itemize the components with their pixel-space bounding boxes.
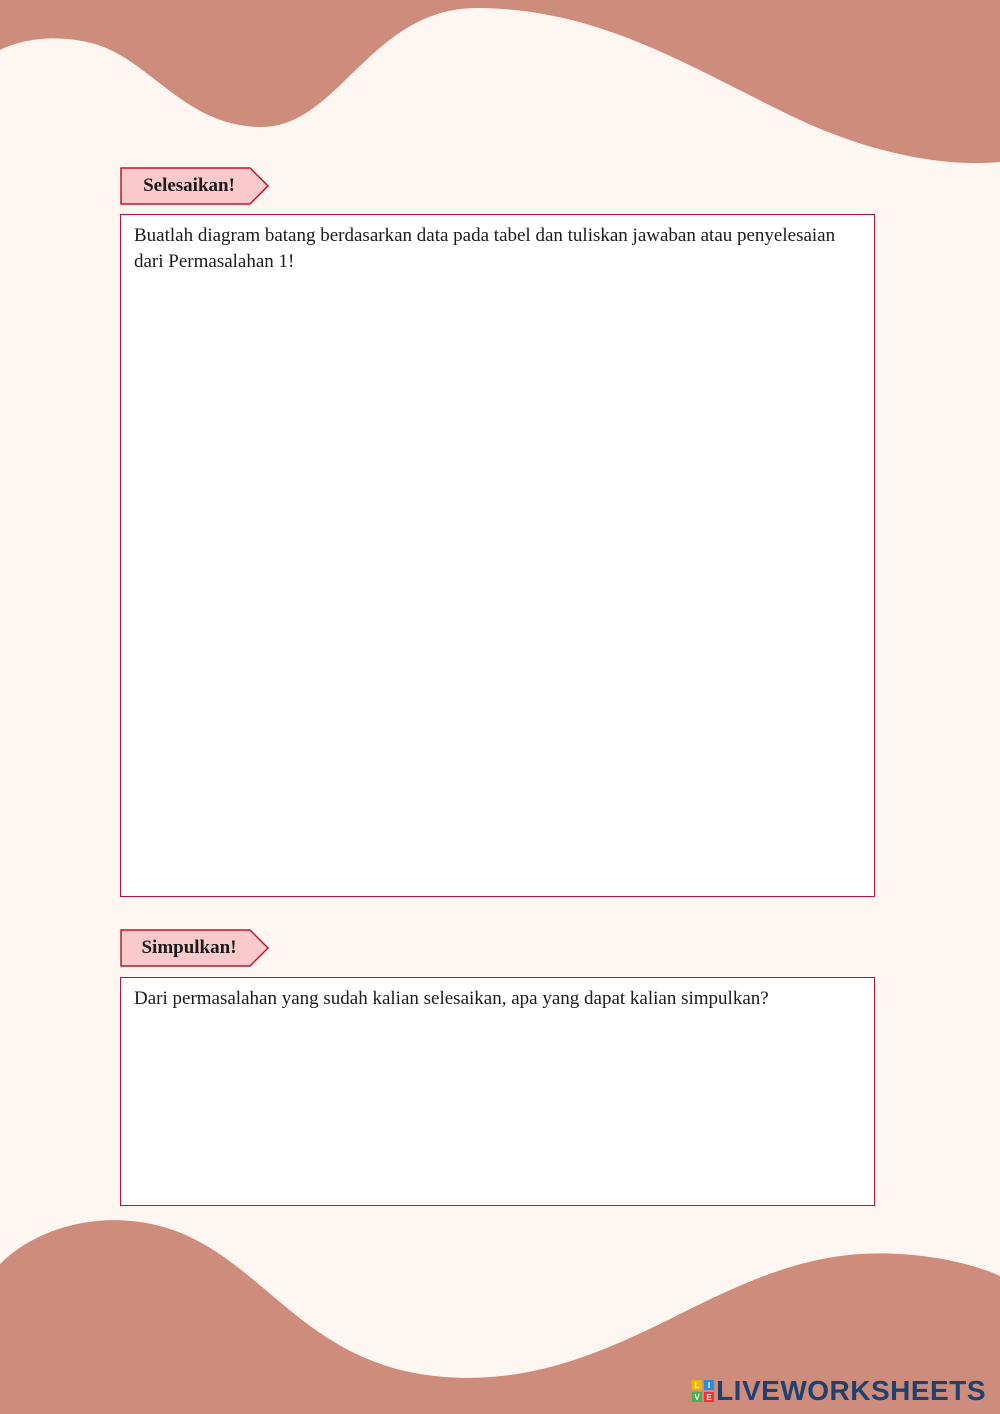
simpulkan-answer-box — [120, 977, 875, 1206]
top-wave-decoration — [0, 0, 1000, 170]
selesaikan-answer-field[interactable] — [122, 285, 873, 895]
selesaikan-answer-box — [120, 214, 875, 897]
selesaikan-tag — [120, 167, 270, 205]
selesaikan-prompt: Buatlah diagram batang berdasarkan data pada tabel dan tuliskan jawaban atau penyelesaian dari Permasalahan 1! — [134, 225, 836, 272]
logo-letter-l: L — [694, 1381, 700, 1390]
logo-letter-v: V — [694, 1393, 700, 1402]
logo-letter-i: I — [707, 1381, 711, 1390]
logo-letter-e: E — [706, 1393, 712, 1402]
selesaikan-tag-label: Selesaikan! — [143, 175, 235, 196]
liveworksheets-wordmark: LIVEWORKSHEETS — [716, 1375, 986, 1406]
simpulkan-tag-label: Simpulkan! — [141, 937, 237, 958]
simpulkan-prompt: Dari permasalahan yang sudah kalian selesaikan, apa yang dapat kalian simpulkan? — [134, 988, 769, 1009]
liveworksheets-brand — [692, 1376, 986, 1406]
simpulkan-tag — [120, 929, 270, 967]
simpulkan-answer-field[interactable] — [122, 1022, 873, 1204]
liveworksheets-logo-icon — [692, 1380, 714, 1402]
